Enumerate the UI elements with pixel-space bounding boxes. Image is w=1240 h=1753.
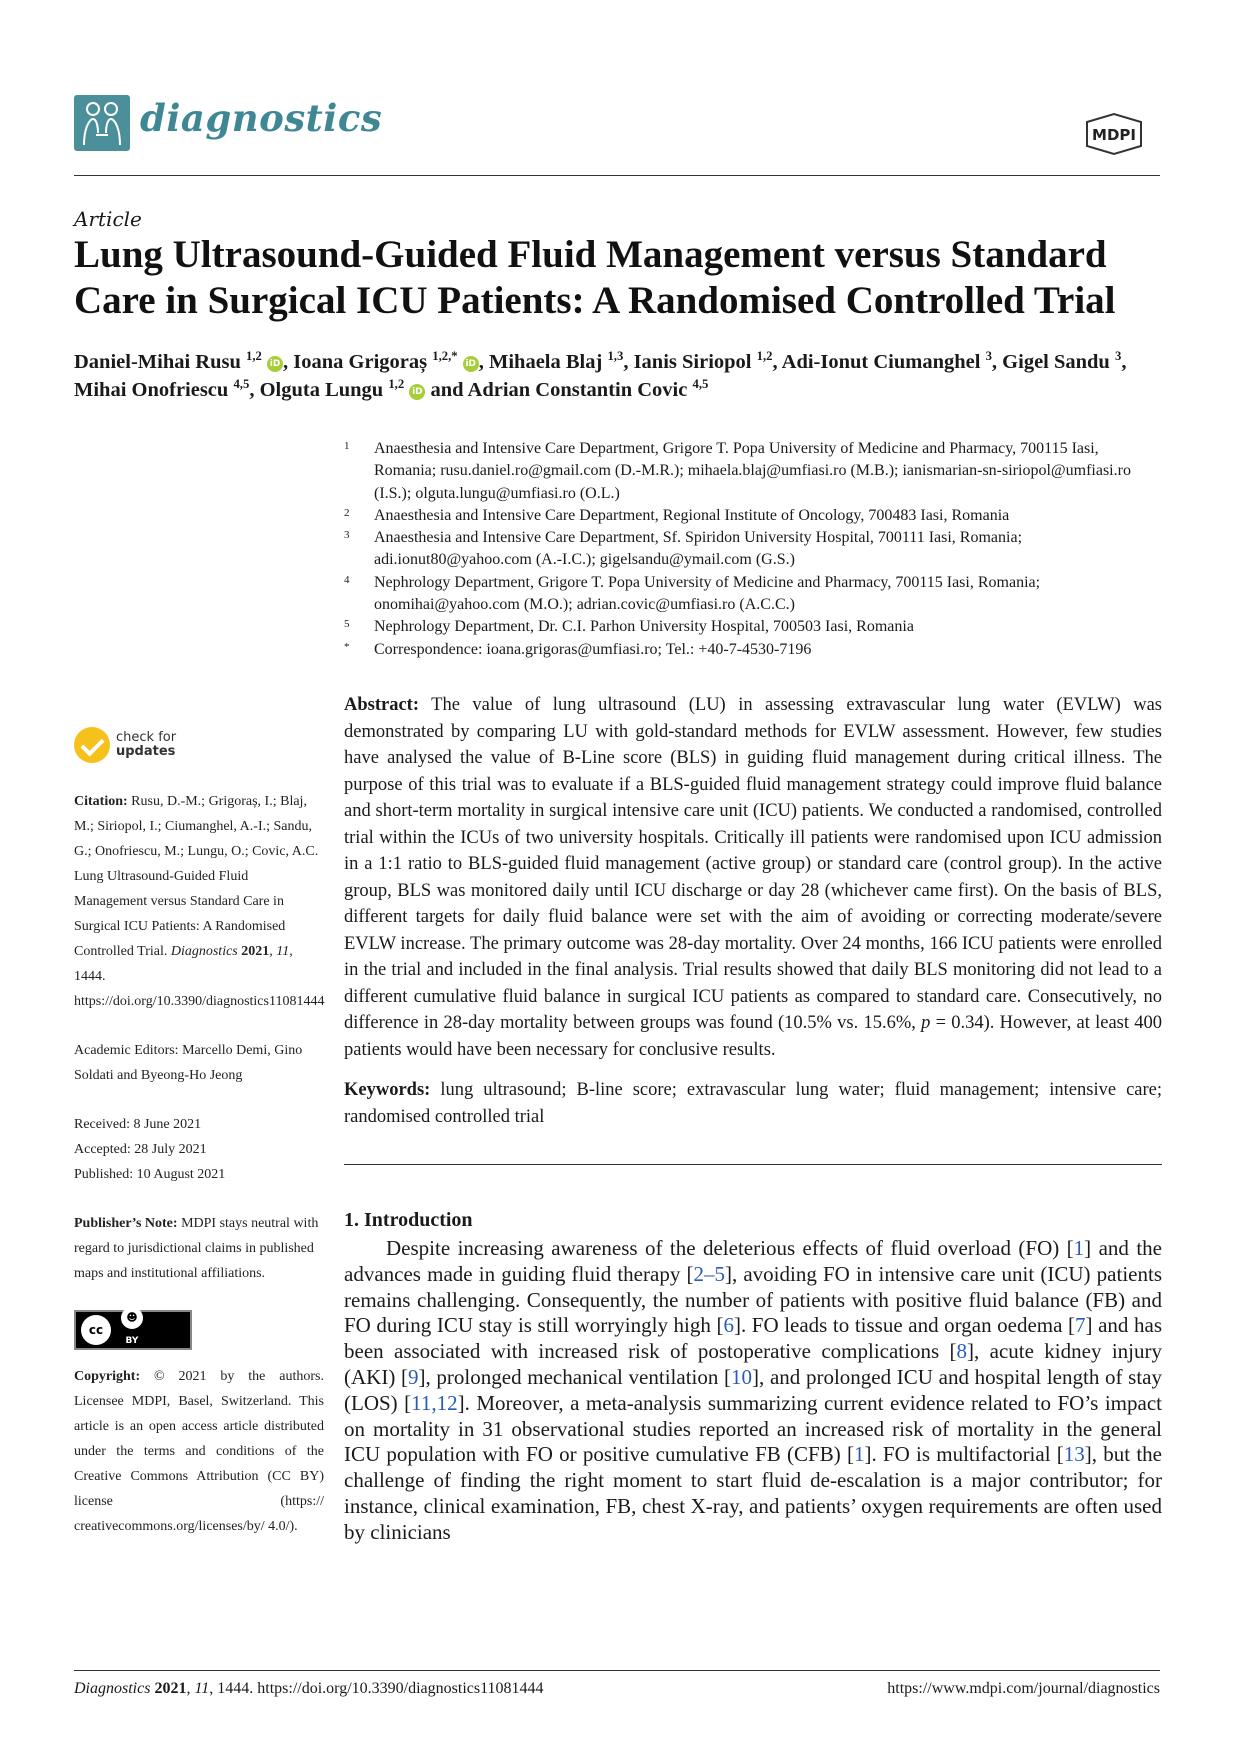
author: Adrian Constantin Covic — [467, 379, 688, 401]
footer-volume: 11 — [194, 1680, 210, 1697]
reference-link[interactable]: 1 — [1073, 1236, 1085, 1260]
reference-link[interactable]: 6 — [723, 1313, 734, 1338]
introduction-text-segment: ] and has been associated with increased risk of postoperative complications [ — [344, 1313, 1162, 1364]
affiliation-number: 4 — [344, 573, 350, 586]
orcid-icon[interactable]: iD — [409, 384, 425, 400]
footer-doi[interactable]: , 1444. https://doi.org/10.3390/diagnostics11081444 — [209, 1680, 544, 1697]
reference-link[interactable]: 10 — [731, 1364, 753, 1389]
reference-link[interactable]: 8 — [956, 1339, 968, 1364]
author: Ioana Grigoraș — [293, 351, 428, 373]
academic-editors: Academic Editors: Marcello Demi, Gino Soldati and Byeong-Ho Jeong — [74, 1043, 303, 1083]
abstract-label: Abstract: — [344, 695, 420, 715]
affiliation-number: 5 — [344, 618, 350, 631]
received-date: Received: 8 June 2021 — [74, 1117, 202, 1132]
p-value-symbol: p — [921, 1013, 931, 1033]
introduction-text-segment: ], and prolonged ICU and hospital length of stay (LOS) [ — [344, 1364, 1163, 1415]
cc-by-label: BY — [125, 1335, 139, 1346]
reference-link[interactable]: 13 — [1063, 1442, 1085, 1467]
affiliation-item — [344, 505, 1164, 527]
introduction-text-segment: ] and the advances made in guiding fluid therapy [ — [344, 1236, 1162, 1286]
affiliation-text: Nephrology Department, Dr. C.I. Parhon University Hospital, 700503 Iasi, Romania — [374, 618, 914, 636]
cc-by-block — [121, 1307, 143, 1354]
article-type: Article — [74, 207, 142, 231]
history-dates — [74, 1112, 324, 1187]
abstract-text: The value of lung ultrasound (LU) in assessing extravascular lung water (EVLW) was demonstrated by comparing LU with gold-standard methods for EVLW assessment. However, few studies have analysed the value of B-Line score (BLS) in guiding fluid management during critical illness. The purpose of this trial was to evaluate if a BLS-guided fluid management strategy could improve fluid balance and short-term mortality in surgical intensive care unit (ICU) patients. We conducted a randomised, controlled trial within the ICUs of two university hospitals. Critically ill patients were randomised upon ICU admission in a 1:1 ratio to BLS-guided fluid management (active group) or standard care (control group). In the active group, BLS was monitored daily until ICU discharge or day 28 (whichever came first). On the basis of BLS, different targets for daily fluid balance were set with the aim of avoiding or correcting moderate/severe EVLW increase. The primary outcome was 28-day mortality. Over 24 months, 166 ICU patients were enrolled in the trial and included in the final analysis. Trial results showed that daily BLS monitoring did not lead to a different cumulative fluid balance in surgical ICU patients as compared to standard care. Consecutively, no difference in 28-day mortality between groups was found (10.5% vs. 15.6%, — [344, 695, 1162, 1033]
author-affiliation-sup: 3 — [1114, 349, 1122, 364]
citation-label: Citation: — [74, 794, 128, 809]
check-updates-line2: updates — [116, 744, 176, 759]
author-list: Daniel-Mihai Rusu $^{1,2}$ iD , Ioana Grigoraș $^{1,2,*}$ iD , Mihaela Blaj $^{1,3}$, Ianis Siriopol $^{1,2}$, Adi-Ionut Ciumanghel $^3$, Gigel Sandu $^3$, Mihai Onofriescu $^{4,5}$, Olguta Lungu $^{1,2}$ iD and Adrian Constantin Covic $^{4,5}$ — [74, 349, 1127, 401]
author: Mihai Onofriescu — [74, 379, 229, 401]
copyright-text: © 2021 by the authors. Licensee MDPI, Basel, Switzerland. This article is an open access article distributed under the terms and conditions of the Creative Commons Attribution (CC BY) license (https:// creativecommons.org/licenses/by/ 4.0/). — [74, 1369, 324, 1534]
author-affiliation-sup: 1,2 — [246, 349, 262, 364]
author: Ianis Siriopol — [633, 351, 752, 373]
copyright-label: Copyright: — [74, 1369, 141, 1384]
author: Gigel Sandu — [1002, 351, 1110, 373]
keywords — [344, 1077, 1162, 1130]
cc-license-badge[interactable] — [74, 1310, 192, 1350]
author-affiliation-sup: 1,2 — [756, 349, 773, 364]
published-date: Published: 10 August 2021 — [74, 1167, 226, 1182]
author-affiliation-sup: 1,2 — [388, 377, 405, 392]
abstract-divider — [344, 1164, 1162, 1165]
citation-year: 2021 — [241, 944, 270, 959]
footer-journal: Diagnostics — [74, 1680, 151, 1697]
affiliation-number: * — [344, 640, 350, 653]
citation-text: Rusu, D.-M.; Grigoraș, I.; Blaj, M.; Siriopol, I.; Ciumanghel, A.-I.; Sandu, G.; Onofriescu, M.; Lungu, O.; Covic, A.C. Lung Ultrasound-Guided Fluid Management versus Standard Care in Surgical ICU Patients: A Randomised Controlled Trial. — [74, 794, 319, 959]
journal-name: diagnostics — [140, 96, 383, 140]
introduction-text-segment: ]. FO leads to tissue and organ oedema [ — [733, 1313, 1076, 1338]
header-divider — [74, 175, 1160, 176]
affiliation-item — [344, 572, 1164, 617]
article-title: Lung Ultrasound-Guided Fluid Management versus Standard Care in Surgical ICU Patients: A Randomised Controlled Trial — [74, 233, 1116, 322]
cc-icon: cc — [81, 1315, 111, 1345]
author: Mihaela Blaj — [489, 351, 603, 373]
check-for-updates-badge[interactable] — [74, 727, 324, 763]
reference-link[interactable]: 9 — [408, 1364, 419, 1389]
affiliation-text: Anaesthesia and Intensive Care Department, Grigore T. Popa University of Medicine and Pharmacy, 700115 Iasi, Romania; rusu.daniel.ro@gmail.com (D.-M.R.); mihaela.blaj@umfiasi.ro (M.B.); ianismarian-sn-siriopol@umfiasi.ro (I.S.); olguta.lungu@umfiasi.ro (O.L.) — [374, 440, 1131, 502]
attribution-person-icon: ☻ — [121, 1307, 143, 1329]
reference-link[interactable]: 7 — [1075, 1313, 1086, 1338]
affiliations — [344, 438, 1164, 661]
affiliation-item — [344, 438, 1164, 505]
introduction-text-segment: ], but the challenge of finding the right moment to start fluid de-escalation is a major contributor; for instance, clinical examination, FB, chest X-ray, and patients’ oxygen requirements are often used by clinicians — [344, 1442, 1162, 1544]
affiliation-text: Nephrology Department, Grigore T. Popa University of Medicine and Pharmacy, 700115 Iasi, Romania; onomihai@yahoo.com (M.O.); adrian.covic@umfiasi.ro (A.C.C.) — [374, 573, 1041, 614]
affiliation-item — [344, 616, 1164, 638]
reference-link[interactable]: 1 — [853, 1442, 865, 1467]
introduction-text-segment: ]. Moreover, a meta-analysis summarizing current evidence related to FO’s impact on mortality in 31 observational studies reported an increased risk of mortality in the general ICU population with FO or positive cumulative FB (CFB) [ — [344, 1390, 1162, 1467]
footer-citation: Diagnostics 2021, 11, 1444. https://doi.org/10.3390/diagnostics11081444 — [74, 1680, 544, 1697]
publisher-name: MDPI — [1092, 126, 1136, 144]
sidebar — [74, 727, 324, 1539]
affiliation-number: 3 — [344, 529, 350, 542]
introduction-text-segment: Despite increasing awareness of the deleterious effects of fluid overload (FO) [ — [386, 1236, 1074, 1260]
affiliation-item — [344, 639, 1164, 661]
citation-doi[interactable]: , 1444. https://doi.org/10.3390/diagnostics11081444 — [74, 944, 325, 1009]
copyright — [74, 1364, 324, 1539]
affiliation-number: 1 — [344, 440, 350, 452]
citation-volume: 11 — [276, 944, 290, 959]
keywords-text: lung ultrasound; B-line score; extravascular lung water; fluid management; intensive care; randomised controlled trial — [344, 1080, 1162, 1127]
journal-logo — [74, 95, 130, 151]
check-updates-text — [116, 731, 176, 759]
publisher-note-text: MDPI stays neutral with regard to jurisdictional claims in published maps and institutional affiliations. — [74, 1216, 319, 1281]
reference-link[interactable]: 11,12 — [411, 1390, 458, 1415]
accepted-date: Accepted: 28 July 2021 — [74, 1142, 207, 1157]
author: Daniel-Mihai Rusu — [74, 351, 241, 373]
keywords-label: Keywords: — [344, 1080, 431, 1100]
footer-divider — [74, 1670, 1160, 1671]
citation-journal: Diagnostics — [170, 944, 238, 959]
affiliation-text: Anaesthesia and Intensive Care Department, Sf. Spiridon University Hospital, 700111 Iasi, Romania; adi.ionut80@yahoo.com (A.-I.C.); gigelsandu@ymail.com (G.S.) — [374, 529, 1023, 569]
check-updates-icon — [74, 727, 110, 763]
orcid-icon[interactable]: iD — [267, 356, 283, 372]
introduction-text-segment: ], acute kidney injury (AKI) [ — [344, 1339, 1163, 1389]
author: Olguta Lungu — [259, 379, 384, 401]
author-affiliation-sup: 1,2,* — [432, 349, 458, 364]
affiliation-text: Anaesthesia and Intensive Care Department, Regional Institute of Oncology, 700483 Iasi, Romania — [374, 506, 1010, 524]
reference-link[interactable]: 2–5 — [693, 1261, 725, 1286]
affiliation-item — [344, 527, 1164, 572]
citation: Citation: Rusu, D.-M.; Grigoraș, I.; Blaj, M.; Siriopol, I.; Ciumanghel, A.-I.; Sandu, G.; Onofriescu, M.; Lungu, O.; Covic, A.C. Lung Ultrasound-Guided Fluid Management versus Standard Care in Surgical ICU Patients: A Randomised Controlled Trial. Diagnostics 2021, 11, 1444. https://doi.org/10.3390/diagnostics11081444 — [74, 794, 325, 1009]
author: Adi-Ionut Ciumanghel — [781, 351, 981, 373]
introduction-text-segment: ], prolonged mechanical ventilation [ — [418, 1364, 732, 1389]
abstract-text-end: = 0.34). However, at least 400 patients would have been necessary for conclusive results. — [344, 1013, 1163, 1060]
author-affiliation-sup: 3 — [985, 349, 992, 364]
abstract — [344, 692, 1162, 1063]
orcid-icon[interactable]: iD — [463, 356, 479, 372]
author-affiliation-sup: 4,5 — [692, 377, 709, 392]
footer-url[interactable]: https://www.mdpi.com/journal/diagnostics — [887, 1680, 1160, 1697]
publisher-note — [74, 1211, 324, 1286]
check-updates-line1: check for — [116, 730, 177, 745]
affiliation-text: Correspondence: ioana.grigoras@umfiasi.ro; Tel.: +40-7-4530-7196 — [374, 640, 812, 658]
footer-year: 2021 — [154, 1680, 187, 1697]
author-affiliation-sup: 1,3 — [607, 349, 624, 364]
section-heading: 1. Introduction — [344, 1209, 473, 1231]
diagnostics-logo-icon — [74, 95, 130, 151]
author-affiliation-sup: 4,5 — [233, 377, 250, 392]
introduction-text-segment: ], avoiding FO in intensive care unit (ICU) patients remains challenging. Consequently, the number of patients with positive fluid balance (FB) and FO during ICU stay is still worryingly high [ — [344, 1261, 1162, 1338]
publisher-logo — [1079, 112, 1149, 156]
main-column — [344, 692, 1162, 1546]
introduction-paragraph — [344, 1236, 1162, 1546]
affiliation-number: 2 — [344, 506, 350, 519]
introduction-text-segment: ]. FO is multifactorial [ — [864, 1442, 1064, 1467]
publisher-note-label: Publisher’s Note: — [74, 1216, 178, 1231]
